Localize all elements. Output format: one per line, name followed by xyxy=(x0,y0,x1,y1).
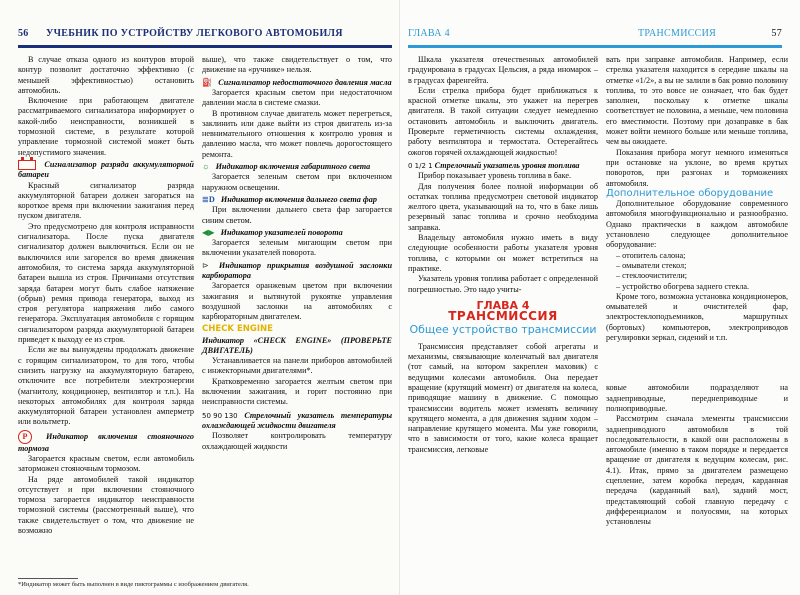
paragraph: В случае отказа одного из контуров второй контур позволит достаточно эффективно (с меньшей эффективностью) остановить автомобиль. xyxy=(18,55,194,95)
fuel-gauge-entry xyxy=(408,161,598,171)
right-column-2 xyxy=(606,55,788,527)
paragraph: Указатель уровня топлива работает с определенной погрешностью. Это надо учиты- xyxy=(408,274,598,294)
paragraph: Для получения более полной информации об остатках топлива предусмотрен световой индикатор желтого цвета, указывающий на то, что в баке лишь резервный запас топлива и срочно необходима заправка. xyxy=(408,181,598,232)
paragraph: Если стрелка прибора будет приближаться к красной отметке шкалы, это укажет на перегрев двигателя. В такой ситуации следует немедленно остановить автомобиль и выключить двигатель. Проверьте герметичность системы охлаждения, работу вентилятора и термостата. Остерегайтесь ожогов горячей охлаждающей жидкостью! xyxy=(408,85,598,157)
paragraph: Рассмотрим сначала элементы трансмиссии заднеприводного автомобиля в той последовательности, в какой они расположены в автомобиле (именно в таком порядке и передается вращение от двигателя к ведущим колесам, рис. 4.1). Итак, прямо за двигателем размещено сцепление, затем коробка передач, карданная передача (карданный вал), задний мост, представляющий собой главную передачу с дифференциалом и полуосями, на которых установлены xyxy=(606,414,788,527)
left-column-1 xyxy=(18,55,194,536)
paragraph: Загорается оранжевым цветом при включении зажигания и вытянутой рукоятке управления воздушной заслонки на автомобилях с карбюраторным двигателем. xyxy=(202,281,392,322)
paragraph: Трансмиссия представляет собой агрегаты и механизмы, связывающие коленчатый вал двигателя (тот самый, на котором закреплен маховик) с ведущими колесами автомобиля. Она передает вращение (крутящий момент) от двигателя на колеса, приводящие машину в движение. С помощью трансмиссии водитель может изменять величину крутящего момента, а для движения задним ходом – направление крутящего момента. Мы уже говорили, что в зависимости от того, какие колеса вращает трансмиссия, легковые xyxy=(408,341,598,454)
paragraph: Кратковременно загорается желтым светом при включении зажигания, и горит постоянно при неисправности системы. xyxy=(202,376,392,407)
section-title-extra-equipment: Дополнительное оборудование xyxy=(606,187,774,199)
temperature-gauge-icon: 50 90 130 xyxy=(202,411,238,420)
chapter-subtitle: Общее устройство трансмиссии xyxy=(409,323,597,337)
left-page-title: УЧЕБНИК ПО УСТРОЙСТВУ ЛЕГКОВОГО АВТОМОБИЛЯ xyxy=(46,28,343,39)
paragraph: Загорается красным светом при недостаточном давлении масла в системе смазки. xyxy=(202,87,392,108)
paragraph: На ряде автомобилей такой индикатор отсутствует и при включении стояночного тормоза загорается индикатор неисправности тормозной системы (рассмотренный выше), что также свидетельствует о том, что движение не возможно xyxy=(18,474,194,536)
paragraph: Дополнительное оборудование современного автомобиля многофункционально и разнообразно. Однако практически в каждом автомобиле установлено следующее дополнительное оборудование: xyxy=(606,199,788,250)
paragraph: Шкала указателя отечественных автомобилей градуирована в градусах Цельсия, а ряда иномарок – в градусах фаренгейта. xyxy=(408,55,598,85)
left-column-2 xyxy=(202,55,392,452)
choke-title: Индикатор прикрытия воздушной заслонки карбюратора xyxy=(202,260,392,281)
side-light-entry xyxy=(202,162,392,172)
oil-title: Сигнализатор недостаточного давления масла xyxy=(218,77,392,87)
high-beam-entry xyxy=(202,195,392,205)
paragraph: Загорается зеленым светом при включенном наружном освещении. xyxy=(202,172,392,192)
paragraph: Показания прибора могут немного изменяться при остановке на уклоне, во время крутых поворотов, при разгонах и торможениях автомобиля. xyxy=(606,147,788,188)
right-page xyxy=(400,0,800,595)
left-header-rule xyxy=(18,45,392,48)
paragraph: Если же вы вынуждены продолжать движение с горящим сигнализатором, то для того, чтобы снизить нагрузку на аккумуляторную батарею, отключите все потребители электроэнергии (магнитолу, кондиционер, вентилятор и т.п.). На некоторых автомобилях для контроля заряда аккумуляторной батареи установлен амперметр или вольтметр. xyxy=(18,345,194,427)
fuel-gauge-icon: 0 1/2 1 xyxy=(408,161,433,170)
paragraph: Включение при работающем двигателе рассматриваемого сигнализатора информирует о какой-либо неисправности, возникшей в тормозной системе, в результате которой управление тормозной системой может быть недопустимого значения. xyxy=(18,96,194,157)
choke-entry xyxy=(202,261,392,282)
paragraph: Это предусмотрено для контроля исправности сигнализатора. После пуска двигателя сигнализатор должен выключиться. Если он не выключился или загорелся во время движения автомобиля, то система заряда аккумуляторной батареи вышла из строя. Причинами отсутствия заряда батареи могут быть слабое натяжение (обрыв) ремня привода генератора, выход из строя регулятора напряжения либо самого генератора. Эксплуатация автомобиля с горящим сигнализатором разряда аккумуляторной батареи приведет к выходу ее из строя. xyxy=(18,221,194,345)
list-item: – стеклоочистители; xyxy=(616,271,688,281)
paragraph: В противном случае двигатель может перегреться, заклинить или даже выйти из строя двигатель из-за невнимательного отношения к контролю уровня и давлению масла, что может повлечь дорогостоящего ремонта. xyxy=(202,108,392,159)
right-page-number: 57 xyxy=(771,28,782,39)
paragraph: Кроме того, возможна установка кондиционеров, омывателей и очистителей фар, электростеклоподъемников, маршрутных (бортовых) компьютеров, электроприводов регулировки зеркал, сидений и т.п. xyxy=(606,291,788,343)
oil-entry xyxy=(202,78,392,88)
right-page-title: ТРАНСМИССИЯ xyxy=(638,28,717,39)
high-beam-title: Индикатор включения дальнего света фар xyxy=(220,194,377,204)
left-page-number: 56 xyxy=(18,28,29,39)
parking-brake-entry xyxy=(18,430,194,454)
right-header-rule xyxy=(408,45,782,48)
paragraph: Устанавливается на панели приборов автомобилей с инжекторными двигателями*. xyxy=(202,356,392,376)
paragraph: Прибор показывает уровень топлива в баке. xyxy=(418,171,572,181)
side-light-icon: ☼ xyxy=(202,162,210,171)
paragraph: Позволяет контролировать температуру охлаждающей жидкости xyxy=(202,431,392,451)
list-item: – устройство обогрева заднего стекла. xyxy=(616,281,750,291)
right-chapter-label: ГЛАВА 4 xyxy=(408,28,450,39)
paragraph: При включении дальнего света фар загорается синим светом. xyxy=(202,205,392,225)
turn-signal-entry xyxy=(202,228,392,238)
right-column-1 xyxy=(408,55,598,455)
parking-brake-icon: P xyxy=(18,430,32,444)
left-page-header xyxy=(18,26,392,42)
list-item: – отопитель салона; xyxy=(616,250,686,260)
parking-brake-title: Индикатор включения стояночного тормоза xyxy=(18,431,195,453)
turn-signal-title: Индикатор указателей поворота xyxy=(220,227,343,237)
side-light-title: Индикатор включения габаритного света xyxy=(215,162,371,172)
high-beam-icon: ≣D xyxy=(202,194,215,204)
temp-gauge-entry xyxy=(202,411,392,432)
footnote: *Индикатор может быть выполнен в виде пиктограммы с изображением двигателя. xyxy=(18,581,249,588)
check-engine-title: Индикатор «CHECK ENGINE» (ПРОВЕРЬТЕ ДВИГАТЕЛЬ) xyxy=(202,335,392,355)
paragraph: ковые автомобили подразделяют на заднеприводные, переднеприводные и полноприводные. xyxy=(606,383,788,413)
temp-gauge-title: Стрелочный указатель температуры охлаждающей жидкости двигателя xyxy=(202,410,392,430)
paragraph: выше), что также свидетельствует о том, что движение на «ручнике» нельзя. xyxy=(202,55,392,75)
oil-can-icon: ⛽ xyxy=(202,77,213,87)
chapter-heading xyxy=(408,298,598,337)
paragraph: Загорается красным светом, если автомобиль заторможен стояночным тормозом. xyxy=(18,453,194,474)
choke-icon: ⊳ xyxy=(202,260,209,270)
fuel-gauge-title: Стрелочный указатель уровня топлива xyxy=(434,160,580,170)
turn-signal-icon: ◀▶ xyxy=(202,227,215,237)
battery-title: Сигнализатор разряда аккумуляторной батареи xyxy=(18,159,194,180)
battery-entry xyxy=(18,160,194,181)
right-page-header xyxy=(408,26,782,42)
paragraph: вать при заправке автомобиля. Например, если стрелка указателя находится в середине шкалы на отметке «1/2», а вы не залили в бак ровно половину топлива, то это вовсе не означает, что бак будет заполнен, поскольку к отметке шкалы соответствует не половина, а меньше, чем половина его вместимости. Поэтому при дозаправке в бак может войти немного больше или меньше топлива, чем вы ожидаете. xyxy=(606,55,788,147)
battery-icon xyxy=(18,160,36,170)
list-item: – омыватели стекол; xyxy=(616,260,687,270)
paragraph: Загорается зеленым мигающим светом при включении указателей поворота. xyxy=(202,238,392,258)
paragraph: Красный сигнализатор разряда аккумуляторной батареи должен загораться на короткое время при включении зажигания перед пуском двигателя. xyxy=(18,180,194,221)
chapter-label: ГЛАВА 4 xyxy=(476,298,530,312)
footnote-rule xyxy=(18,578,78,579)
chapter-title: ТРАНСМИССИЯ xyxy=(448,309,558,324)
paragraph: Владельцу автомобиля нужно иметь в виду следующие особенности работы указателя уровня топлива, с которыми он может встретиться на практике. xyxy=(408,233,598,273)
check-engine-icon: CHECK ENGINE xyxy=(202,323,273,334)
